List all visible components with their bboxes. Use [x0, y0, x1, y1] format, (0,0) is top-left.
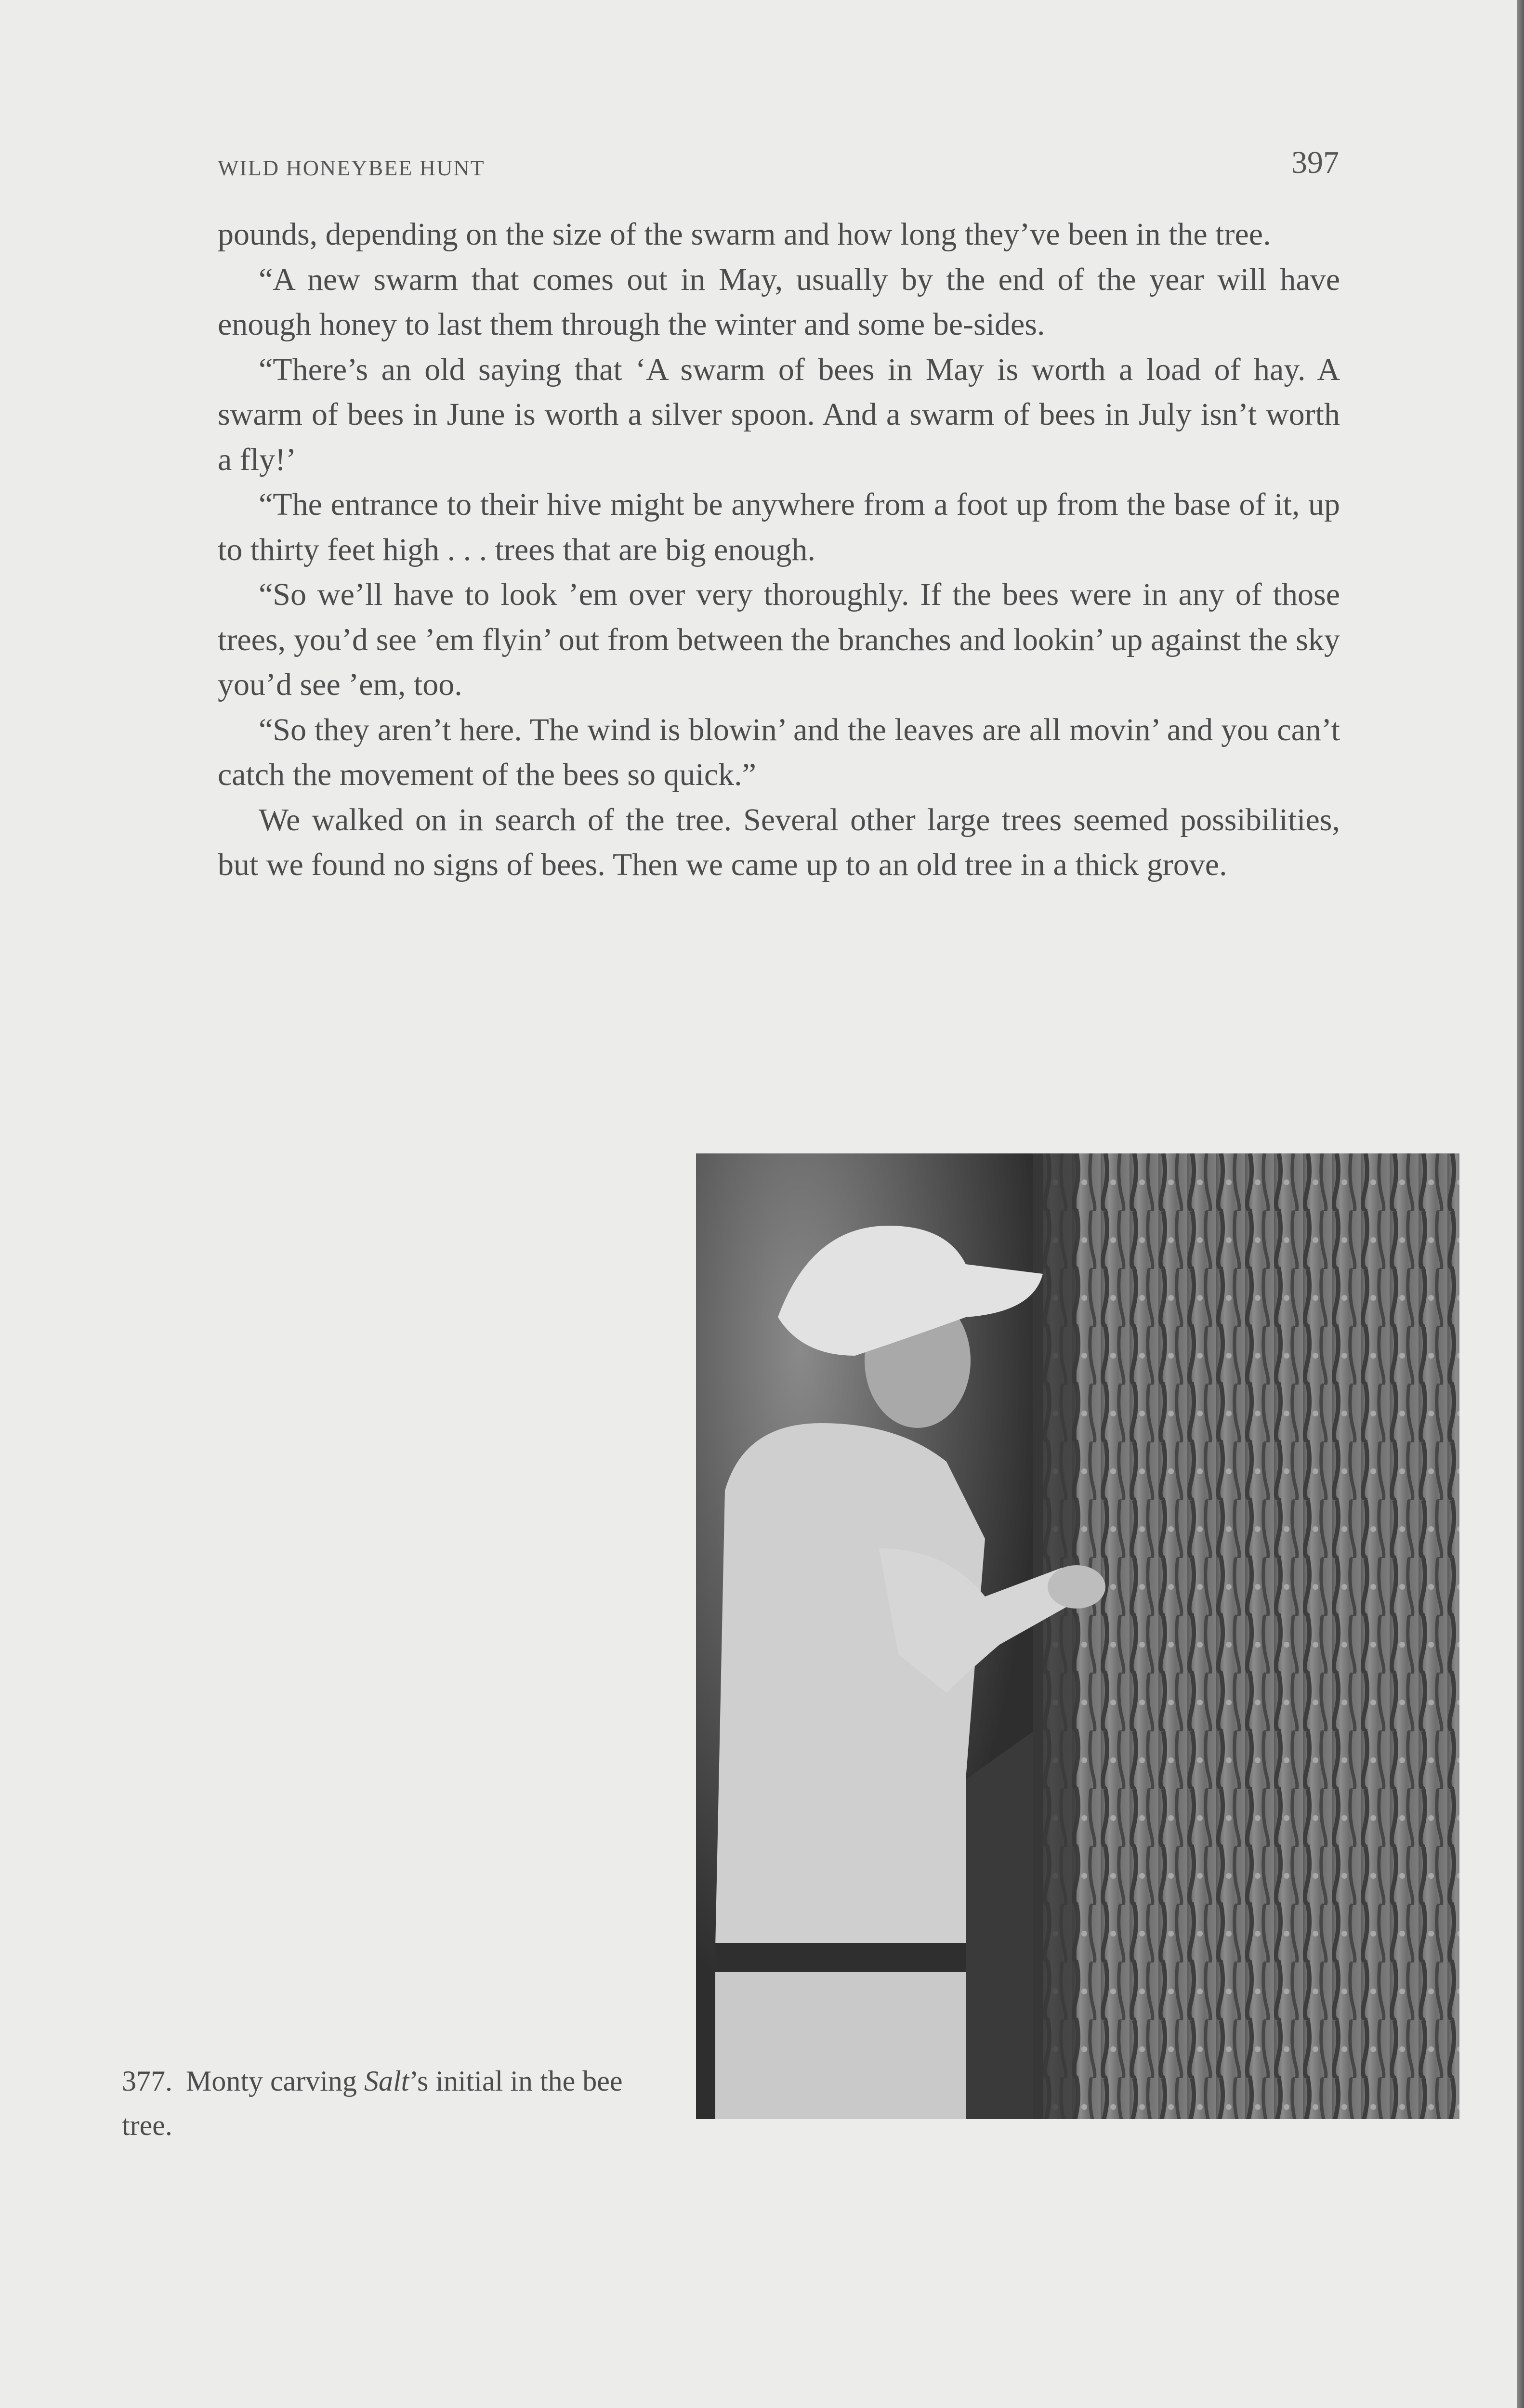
- paragraph: “So they aren’t here. The wind is blowin’ and the leaves are all movin’ and you can’t catch the movement of the bees so quick.”: [218, 712, 1340, 792]
- paragraph: “So we’ll have to look ’em over very thoroughly. If the bees were in any of those trees, you’d see ’em flyin’ out from between the branches and lookin’ up against the sky you’d see ’em, too.: [218, 577, 1340, 702]
- page-edge: [1517, 0, 1524, 2408]
- body-text: [218, 212, 1340, 888]
- paragraph: pounds, depending on the size of the swarm and how long they’ve been in the tree.: [218, 217, 1271, 252]
- paragraph: “The entrance to their hive might be anywhere from a foot up from the base of it, up to thirty feet high . . . trees that are big enough.: [218, 487, 1340, 567]
- caption-italic: Salt: [364, 2065, 409, 2097]
- figure-photo: [696, 1153, 1459, 2119]
- figure-number: 377.: [122, 2065, 172, 2097]
- person-trousers: [715, 1972, 985, 2119]
- caption-text-before: Monty carving: [186, 2065, 364, 2097]
- photo-illustration: [696, 1153, 1459, 2119]
- running-head: WILD HONEYBEE HUNT: [218, 156, 485, 180]
- caption-text-after: ’s initial in the bee tree.: [122, 2065, 623, 2141]
- tree-trunk: [1043, 1153, 1459, 2119]
- figure-caption: [122, 2059, 676, 2147]
- paragraph: We walked on in search of the tree. Several other large trees seemed possibilities, but we found no signs of bees. Then we came up to an old tree in a thick grove.: [218, 802, 1340, 882]
- paragraph: “There’s an old saying that ‘A swarm of bees in May is worth a load of hay. A swarm of bees in June is worth a silver spoon. And a swarm of bees in July isn’t worth a fly!’: [218, 352, 1340, 477]
- page-number: 397: [1291, 145, 1339, 180]
- person-belt: [715, 1943, 985, 1972]
- person-hands: [1048, 1565, 1105, 1609]
- paragraph: “A new swarm that comes out in May, usually by the end of the year will have enough honey to last them through the winter and some be-sides.: [218, 262, 1340, 342]
